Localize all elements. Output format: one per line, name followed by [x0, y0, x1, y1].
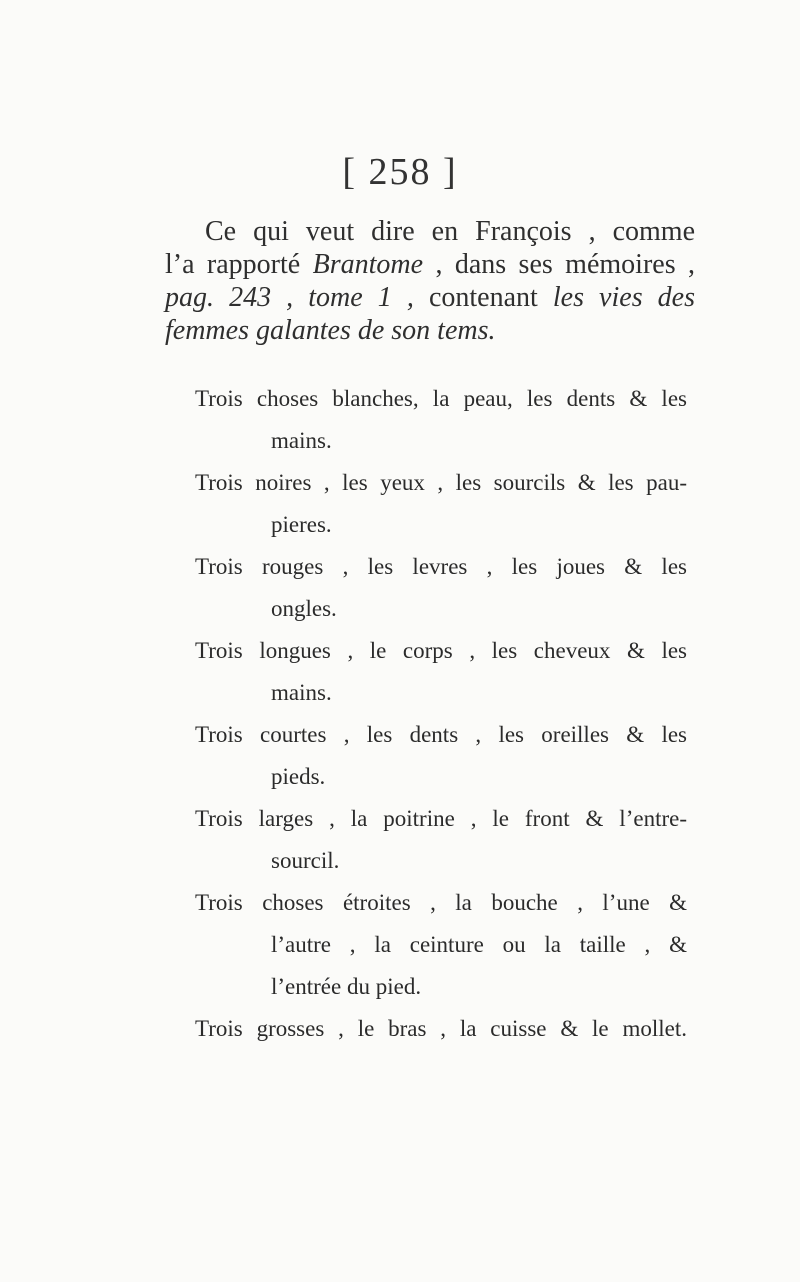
list-item — [195, 882, 687, 1008]
list-item-continuation: mains. — [271, 428, 332, 453]
list-item-continuation: l’autre , la ceinture ou la taille , & — [271, 932, 687, 957]
list-item-line: Trois choses blanches, la peau, les dents & les — [195, 386, 687, 411]
intro-citation: pag. 243 , tome 1 , — [165, 282, 414, 313]
intro-line-2-text: l’a rapporté — [165, 249, 313, 280]
list-item-line: Trois rouges , les levres , les joues & les — [195, 554, 687, 579]
intro-work-title-start: les vies des — [552, 282, 696, 313]
list-item — [195, 546, 687, 630]
list-item-line: Trois larges , la poitrine , le front & l’entre- — [195, 806, 687, 831]
list-item — [195, 714, 687, 798]
list-of-threes — [195, 378, 687, 1050]
intro-line-3-text: contenant — [413, 282, 553, 313]
list-item-continuation: mains. — [271, 680, 332, 705]
list-item — [195, 462, 687, 546]
page-number: [ 258 ] — [342, 151, 458, 193]
list-item-continuation: sourcil. — [271, 848, 340, 873]
list-item-line: Trois noires , les yeux , les sourcils & les pau- — [195, 470, 687, 495]
list-item — [195, 1008, 687, 1050]
list-item-continuation: l’entrée du pied. — [271, 974, 422, 999]
intro-line-1: Ce qui veut dire en François , comme — [205, 216, 695, 247]
list-item-line: Trois grosses , le bras , la cuisse & le mollet. — [195, 1016, 687, 1041]
intro-line-2 — [165, 248, 695, 281]
list-item-line: Trois choses étroites , la bouche , l’une & — [195, 890, 687, 915]
list-item-line: Trois longues , le corps , les cheveux & les — [195, 638, 687, 663]
list-item — [195, 630, 687, 714]
intro-line-3 — [165, 281, 695, 314]
list-item-continuation: ongles. — [271, 596, 337, 621]
list-item-continuation: pieds. — [271, 764, 326, 789]
intro-line-4: femmes galantes de son tems. — [165, 315, 496, 346]
intro-author-name: Brantome — [312, 249, 424, 280]
list-item — [195, 798, 687, 882]
intro-line-2-end: , dans ses mémoires , — [423, 249, 695, 280]
intro-paragraph — [165, 215, 695, 347]
list-item-line: Trois courtes , les dents , les oreilles & les — [195, 722, 687, 747]
list-item — [195, 378, 687, 462]
list-item-continuation: pieres. — [271, 512, 332, 537]
